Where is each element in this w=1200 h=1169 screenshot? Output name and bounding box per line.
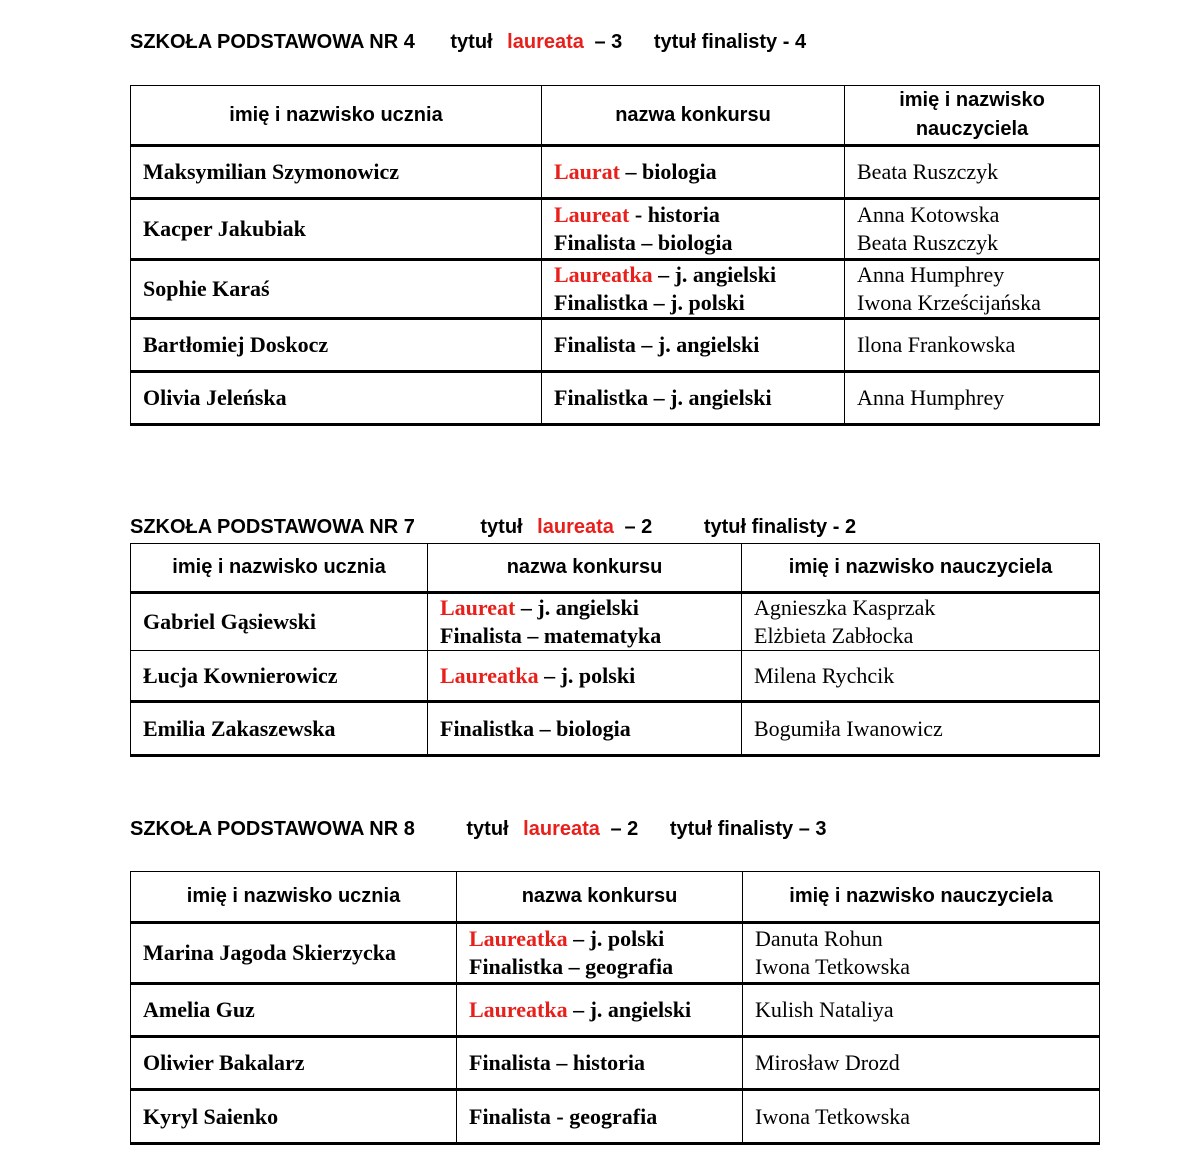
contest-subject: – j. polski [648, 290, 745, 315]
laureate-count: – 2 [610, 818, 639, 840]
table-row [131, 1037, 1100, 1090]
results-table-sp4 [130, 85, 1100, 426]
teacher-cell [742, 593, 1100, 651]
contest-title: Finalistka [554, 290, 649, 315]
header-contest: nazwa konkursu [457, 872, 743, 923]
student-name: Olivia Jeleńska [131, 372, 542, 425]
teacher-name: Milena Rychcik [754, 662, 895, 688]
header-teacher: imię i nazwisko nauczyciela [742, 544, 1100, 593]
laureate-word: laureata [507, 31, 584, 53]
student-name: Sophie Karaś [131, 260, 542, 319]
contest-subject: – biologia [635, 230, 733, 255]
contest-subject: – j. polski [567, 926, 665, 951]
table-row [131, 199, 1100, 260]
contest-subject: - geografia [550, 1103, 658, 1129]
teacher-cell [845, 319, 1100, 372]
school-name: SZKOŁA PODSTAWOWA NR 4 [130, 31, 415, 53]
student-name: Marina Jagoda Skierzycka [131, 923, 457, 984]
contest-cell [428, 651, 742, 702]
contest-subject: – j. angielski [635, 332, 760, 357]
teacher-cell [845, 146, 1100, 199]
contest-title: Finalistka [469, 954, 564, 979]
finalist-text: tytuł finalisty – 3 [669, 818, 827, 840]
table-row [131, 923, 1100, 984]
contest-cell [457, 1037, 743, 1090]
contest-subject: – j. angielski [652, 262, 777, 287]
header-teacher: imię i nazwisko nauczyciela [845, 86, 1100, 146]
teacher-cell [742, 702, 1100, 756]
contest-title: Finalista [554, 230, 636, 255]
header-contest: nazwa konkursu [542, 86, 845, 146]
student-name: Kacper Jakubiak [131, 199, 542, 260]
teacher-name: Bogumiła Iwanowicz [754, 715, 943, 741]
table-row [131, 146, 1100, 199]
teacher-cell [743, 1037, 1100, 1090]
header-teacher: imię i nazwisko nauczyciela [743, 872, 1100, 923]
teacher-cell [743, 984, 1100, 1037]
teacher-name: Iwona Tetkowska [755, 1103, 911, 1129]
finalist-text: tytuł finalisty - 4 [653, 31, 807, 53]
laureate-count: – 3 [594, 31, 623, 53]
contest-subject: – geografia [563, 954, 674, 979]
teacher-name: Danuta Rohun [755, 926, 883, 951]
section-title-sp4 [130, 31, 806, 54]
student-name: Bartłomiej Doskocz [131, 319, 542, 372]
contest-cell [542, 260, 845, 319]
teacher-name: Anna Humphrey [857, 262, 1005, 287]
results-table-sp8 [130, 871, 1100, 1145]
header-student: imię i nazwisko ucznia [131, 544, 428, 593]
table-row [131, 984, 1100, 1037]
teacher-name: Agnieszka Kasprzak [754, 595, 936, 620]
school-name: SZKOŁA PODSTAWOWA NR 7 [130, 516, 415, 538]
laureate-prefix: tytuł [480, 516, 523, 538]
teacher-name: Kulish Nataliya [755, 997, 894, 1022]
contest-title: Laurat [554, 159, 620, 184]
contest-cell [542, 146, 845, 199]
laureate-prefix: tytuł [450, 31, 493, 53]
section-title-sp8 [130, 818, 827, 841]
teacher-name: Iwona Krześcijańska [857, 290, 1041, 315]
table-row [131, 372, 1100, 425]
teacher-name: Elżbieta Zabłocka [754, 623, 914, 648]
header-student: imię i nazwisko ucznia [131, 86, 542, 146]
contest-title: Laureatka [440, 662, 539, 688]
teacher-cell [845, 199, 1100, 260]
contest-title: Finalistka [554, 385, 649, 410]
contest-subject: – matematyka [521, 623, 662, 648]
teacher-name: Anna Humphrey [857, 385, 1005, 410]
laureate-word: laureata [537, 516, 614, 538]
finalist-text: tytuł finalisty - 2 [703, 516, 857, 538]
table-row [131, 319, 1100, 372]
contest-title: Laureatka [469, 926, 568, 951]
student-name: Gabriel Gąsiewski [131, 593, 428, 651]
contest-cell [457, 1090, 743, 1144]
contest-title: Laureatka [469, 997, 568, 1022]
contest-title: Laureatka [554, 262, 653, 287]
contest-title: Finalista [440, 623, 522, 648]
contest-subject: - historia [629, 202, 720, 227]
student-name: Amelia Guz [131, 984, 457, 1037]
laureate-count: – 2 [624, 516, 653, 538]
contest-subject: – j. angielski [648, 385, 772, 410]
contest-subject: – historia [550, 1050, 646, 1075]
contest-subject: – j. angielski [515, 595, 639, 620]
table-row [131, 593, 1100, 651]
teacher-cell [742, 651, 1100, 702]
contest-title: Finalista [469, 1103, 551, 1129]
student-name: Emilia Zakaszewska [131, 702, 428, 756]
student-name: Łucja Kownierowicz [131, 651, 428, 702]
contest-title: Laureat [554, 202, 630, 227]
header-contest: nazwa konkursu [428, 544, 742, 593]
teacher-cell [845, 372, 1100, 425]
teacher-cell [743, 923, 1100, 984]
contest-subject: – biologia [534, 715, 631, 741]
teacher-name: Ilona Frankowska [857, 332, 1016, 357]
table-row [131, 651, 1100, 702]
contest-subject: – biologia [620, 159, 717, 184]
section-title-sp7 [130, 516, 856, 539]
teacher-name: Iwona Tetkowska [755, 954, 911, 979]
contest-cell [542, 319, 845, 372]
table-header-row [131, 86, 1100, 146]
contest-subject: – j. angielski [567, 997, 692, 1022]
contest-cell [457, 984, 743, 1037]
laureate-prefix: tytuł [466, 818, 509, 840]
contest-cell [542, 199, 845, 260]
contest-cell [542, 372, 845, 425]
student-name: Maksymilian Szymonowicz [131, 146, 542, 199]
teacher-name: Beata Ruszczyk [857, 159, 999, 184]
teacher-name: Anna Kotowska [857, 202, 1000, 227]
contest-cell [428, 702, 742, 756]
contest-title: Finalista [469, 1050, 551, 1075]
school-name: SZKOŁA PODSTAWOWA NR 8 [130, 818, 415, 840]
table-header-row [131, 872, 1100, 923]
contest-title: Finalistka [440, 715, 535, 741]
contest-subject: – j. polski [538, 662, 636, 688]
contest-title: Finalista [554, 332, 636, 357]
table-row [131, 260, 1100, 319]
teacher-cell [743, 1090, 1100, 1144]
header-student: imię i nazwisko ucznia [131, 872, 457, 923]
contest-cell [457, 923, 743, 984]
teacher-cell [845, 260, 1100, 319]
contest-title: Laureat [440, 595, 516, 620]
table-row [131, 702, 1100, 756]
contest-cell [428, 593, 742, 651]
results-table-sp7 [130, 543, 1100, 757]
laureate-word: laureata [523, 818, 600, 840]
teacher-name: Beata Ruszczyk [857, 230, 999, 255]
teacher-name: Mirosław Drozd [755, 1050, 900, 1075]
student-name: Oliwier Bakalarz [131, 1037, 457, 1090]
student-name: Kyryl Saienko [131, 1090, 457, 1144]
table-row [131, 1090, 1100, 1144]
table-header-row [131, 544, 1100, 593]
